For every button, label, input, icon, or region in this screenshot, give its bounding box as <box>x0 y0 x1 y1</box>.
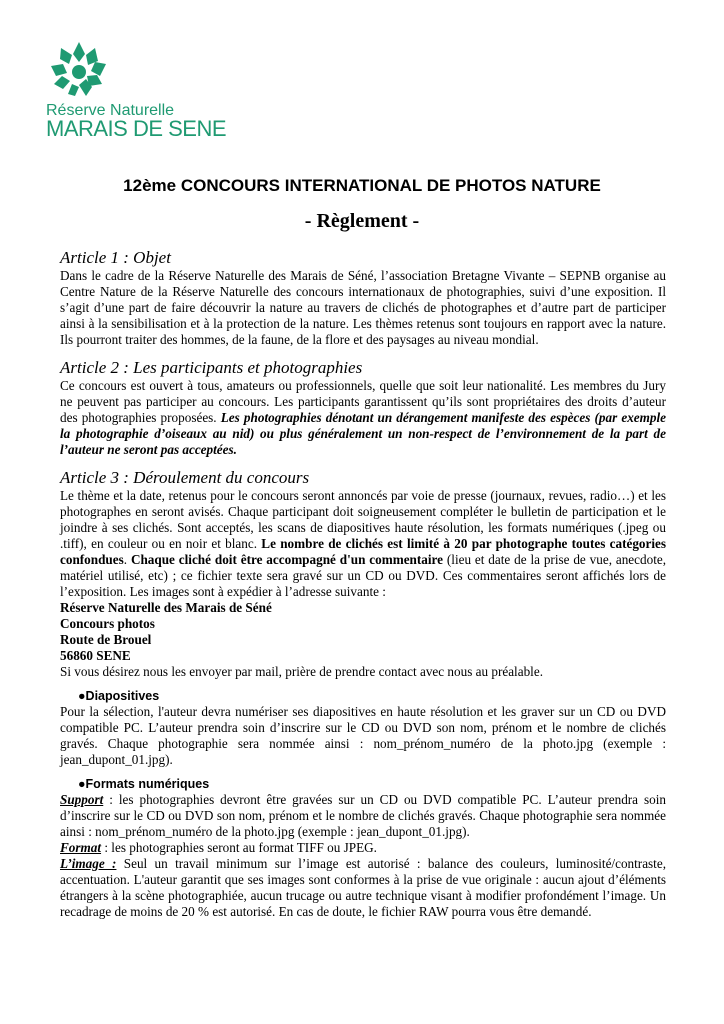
article-1-text: Dans le cadre de la Réserve Naturelle des Marais de Séné, l’association Bretagne Vivante – SEPNB organise au Centre Nature de la Réserve Naturelle des concours internationaux de photographies, suivi d’une exposition. Il s’agit d’une part de faire découvrir la nature au travers de clichés de photographes et d’autre part de participer ainsi à la sensibilisation et à la protection de la nature. Les thèmes retenus sont toujours en rapport avec la nature. Ils pourront traiter des hommes, de la faune, de la flore et des paysages au niveau mondial. <box>60 268 666 347</box>
article-3-text-2: (lieu et date de la prise de vue, anecdote, matériel utilisé, etc) ; ce fichier texte sera gravé sur un CD ou DVD. Ces commentaires seront affichés lors de l’exposition. Les images sont à expédier à l’adresse suivante : <box>60 552 667 599</box>
article-3-comment: Chaque cliché doit être accompagné d'un commentaire <box>130 552 444 567</box>
logo-line-1: Réserve Naturelle <box>46 102 175 119</box>
image-paragraph <box>60 856 666 920</box>
formats-heading: ●Formats numériques <box>78 777 210 791</box>
address-line-1: Réserve Naturelle des Marais de Séné <box>60 600 272 615</box>
article-2-paragraph <box>60 378 666 458</box>
article-3-sep: . <box>123 552 128 567</box>
support-text: : les photographies devront être gravées sur un CD ou DVD compatible PC. L’auteur prendra soin d’inscrire sur le CD ou DVD son nom, prénom et le nombre de clichés gravés. Chaque photographie sera nommée ainsi : nom_prénom_numéro de la photo.jpg (exemple : jean_dupont_01.jpg). <box>60 792 666 839</box>
mail-note: Si vous désirez nous les envoyer par mail, prière de prendre contact avec nous au préalable. <box>60 664 543 679</box>
format-label: Format <box>60 840 102 855</box>
article-2-heading: Article 2 : Les participants et photographies <box>60 358 363 377</box>
article-3-paragraph <box>60 488 666 600</box>
diapositives-text: Pour la sélection, l'auteur devra numériser ses diapositives en haute résolution et les graver sur un CD ou DVD compatible PC. L’auteur prendra soin d’inscrire sur le CD ou DVD son nom, prénom et le nombre de clichés gravés. Chaque photographie sera nommée ainsi : nom_prénom_numéro de la photo.jpg (exemple : jean_dupont_01.jpg). <box>60 704 666 767</box>
reglement-body <box>60 248 666 920</box>
page-subtitle: - Règlement - <box>304 210 420 232</box>
format-text: : les photographies seront au format TIFF ou JPEG. <box>101 840 377 855</box>
star-leaf-icon <box>48 40 110 98</box>
diapositives-heading: ●Diapositives <box>78 689 160 703</box>
logo-line-2: MARAIS DE SENE <box>46 116 227 141</box>
article-3-limit: Le nombre de clichés est limité à 20 par photographe toutes catégories confondues <box>60 536 667 567</box>
article-2-text: Ce concours est ouvert à tous, amateurs ou professionnels, quelle que soit leur nationalité. Les membres du Jury ne peuvent pas participer au concours. Les participants garantissent qu’ils sont propriétaires des droits d’auteur des photographies proposées. <box>60 378 666 425</box>
address-line-4: 56860 SENE <box>60 648 131 663</box>
support-paragraph <box>60 792 666 840</box>
address-line-2: Concours photos <box>60 616 155 631</box>
article-3-heading: Article 3 : Déroulement du concours <box>60 468 310 487</box>
format-paragraph <box>60 840 666 856</box>
support-label: Support <box>60 792 104 807</box>
address-line-3: Route de Brouel <box>60 632 152 647</box>
article-2-emphasis: Les photographies dénotant un dérangement manifeste des espèces (par exemple la photographie d’oiseaux au nid) ou plus généralement un non-respect de l’environnement de la part de l’auteur ne seront pas acceptées. <box>60 410 667 457</box>
image-text: Seul un travail minimum sur l’image est autorisé : balance des couleurs, luminosité/contraste, accentuation. L'auteur garantit que ses images sont conformes à la prise de vue originale : aucun ajout d’éléments étrangers à la scène photographiée, aucun trucage ou autre technique visant à modifier profondément l’image. Un recadrage de moins de 20 % est autorisé. En cas de doute, le fichier RAW pourra vous être demandé. <box>60 856 666 919</box>
image-label: L’image : <box>60 856 117 871</box>
article-1-heading: Article 1 : Objet <box>60 248 171 267</box>
reserve-logo <box>40 40 227 141</box>
page-title: 12ème CONCOURS INTERNATIONAL DE PHOTOS NATURE <box>123 176 601 195</box>
article-3-text-1: Le thème et la date, retenus pour le concours seront annoncés par voie de presse (journaux, revues, radio…) et les photographes en seront avisés. Chaque participant doit soigneusement compléter le bulletin de participation et le joindre à ses clichés. Sont acceptés, les scans de diapositives haute résolution, les formats numériques (.jpeg ou .tiff), en couleur ou en noir et blanc. <box>60 488 666 551</box>
